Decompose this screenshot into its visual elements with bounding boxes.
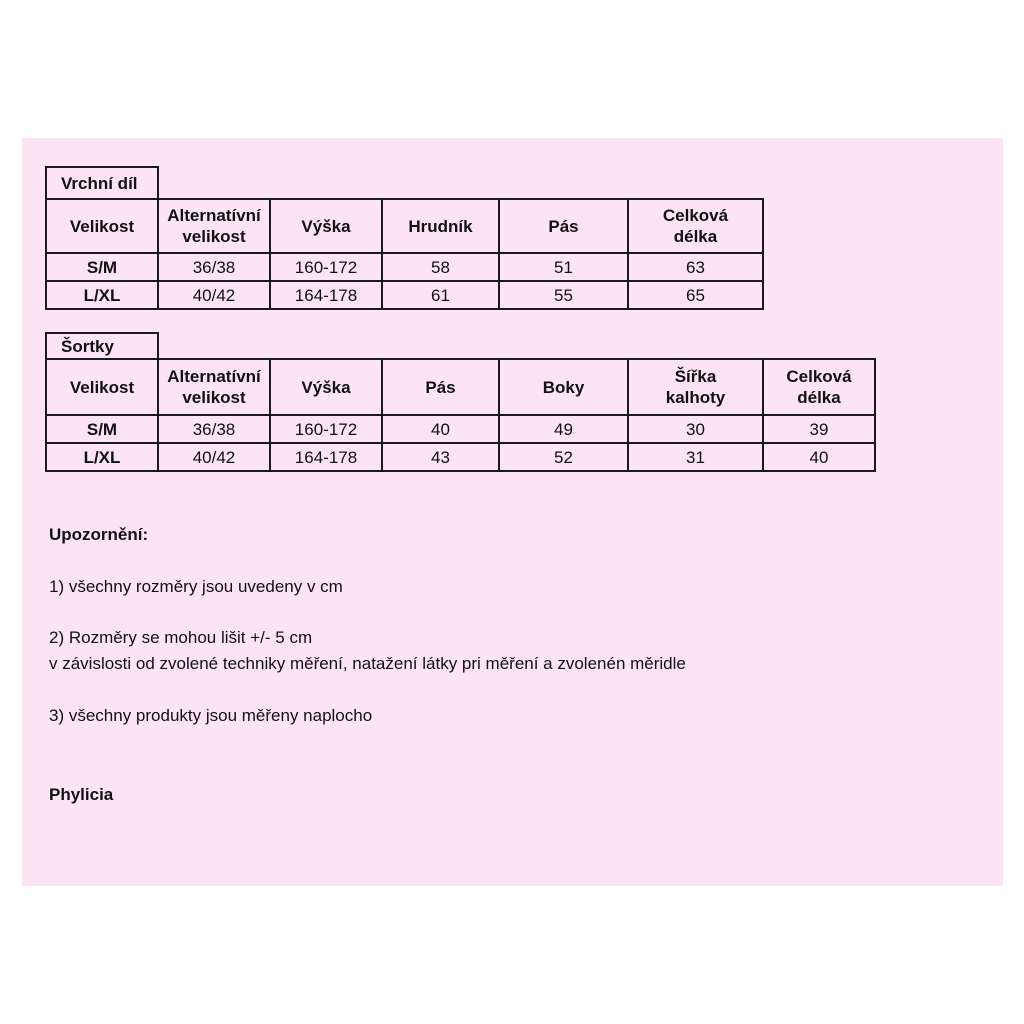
header-hrudnik: Hrudník <box>382 199 499 253</box>
note-item-3: 3) všechny produkty jsou měřeny naplocho <box>49 706 373 725</box>
cell: 160-172 <box>270 415 382 443</box>
cell: 58 <box>382 253 499 281</box>
cell: 39 <box>763 415 875 443</box>
cell: 49 <box>499 415 628 443</box>
header-alternativni-velikost: Alternatívní velikost <box>158 199 270 253</box>
cell: 40 <box>382 415 499 443</box>
cell: 40/42 <box>158 443 270 471</box>
cell: 55 <box>499 281 628 309</box>
header-pas: Pás <box>499 199 628 253</box>
table-row <box>46 281 763 309</box>
cell: L/XL <box>46 443 158 471</box>
cell: 164-178 <box>270 443 382 471</box>
signature: Phylicia <box>49 785 114 804</box>
cell: 61 <box>382 281 499 309</box>
cell: 36/38 <box>158 253 270 281</box>
header-alternativni-velikost: Alternatívní velikost <box>158 359 270 415</box>
cell: 30 <box>628 415 763 443</box>
header-boky: Boky <box>499 359 628 415</box>
table-row <box>46 253 763 281</box>
header-sirka-kalhoty: Šířka kalhoty <box>628 359 763 415</box>
cell: 43 <box>382 443 499 471</box>
header-vyska: Výška <box>270 359 382 415</box>
header-velikost: Velikost <box>46 199 158 253</box>
cell: L/XL <box>46 281 158 309</box>
cell: S/M <box>46 415 158 443</box>
note-item-2-line-1: 2) Rozměry se mohou lišit +/- 5 cm <box>49 628 313 647</box>
table-row <box>46 443 875 471</box>
cell: 31 <box>628 443 763 471</box>
table-row <box>46 415 875 443</box>
cell: 160-172 <box>270 253 382 281</box>
table-caption: Šortky <box>46 333 158 359</box>
header-celkova-delka: Celková délka <box>763 359 875 415</box>
note-item-2-line-2: v závislosti od zvolené techniky měření, natažení látky pri měření a zvolenén měridle <box>49 654 686 673</box>
table-caption: Vrchní díl <box>46 167 158 199</box>
cell: 63 <box>628 253 763 281</box>
header-celkova-delka: Celková délka <box>628 199 763 253</box>
cell: 51 <box>499 253 628 281</box>
cell: 52 <box>499 443 628 471</box>
note-item-1: 1) všechny rozměry jsou uvedeny v cm <box>49 577 343 596</box>
cell: 65 <box>628 281 763 309</box>
cell: S/M <box>46 253 158 281</box>
cell: 36/38 <box>158 415 270 443</box>
notes-heading: Upozornění: <box>49 525 149 544</box>
header-velikost: Velikost <box>46 359 158 415</box>
cell: 40/42 <box>158 281 270 309</box>
cell: 40 <box>763 443 875 471</box>
cell: 164-178 <box>270 281 382 309</box>
header-vyska: Výška <box>270 199 382 253</box>
top-size-table <box>45 166 764 310</box>
shorts-size-table <box>45 332 876 472</box>
header-pas: Pás <box>382 359 499 415</box>
